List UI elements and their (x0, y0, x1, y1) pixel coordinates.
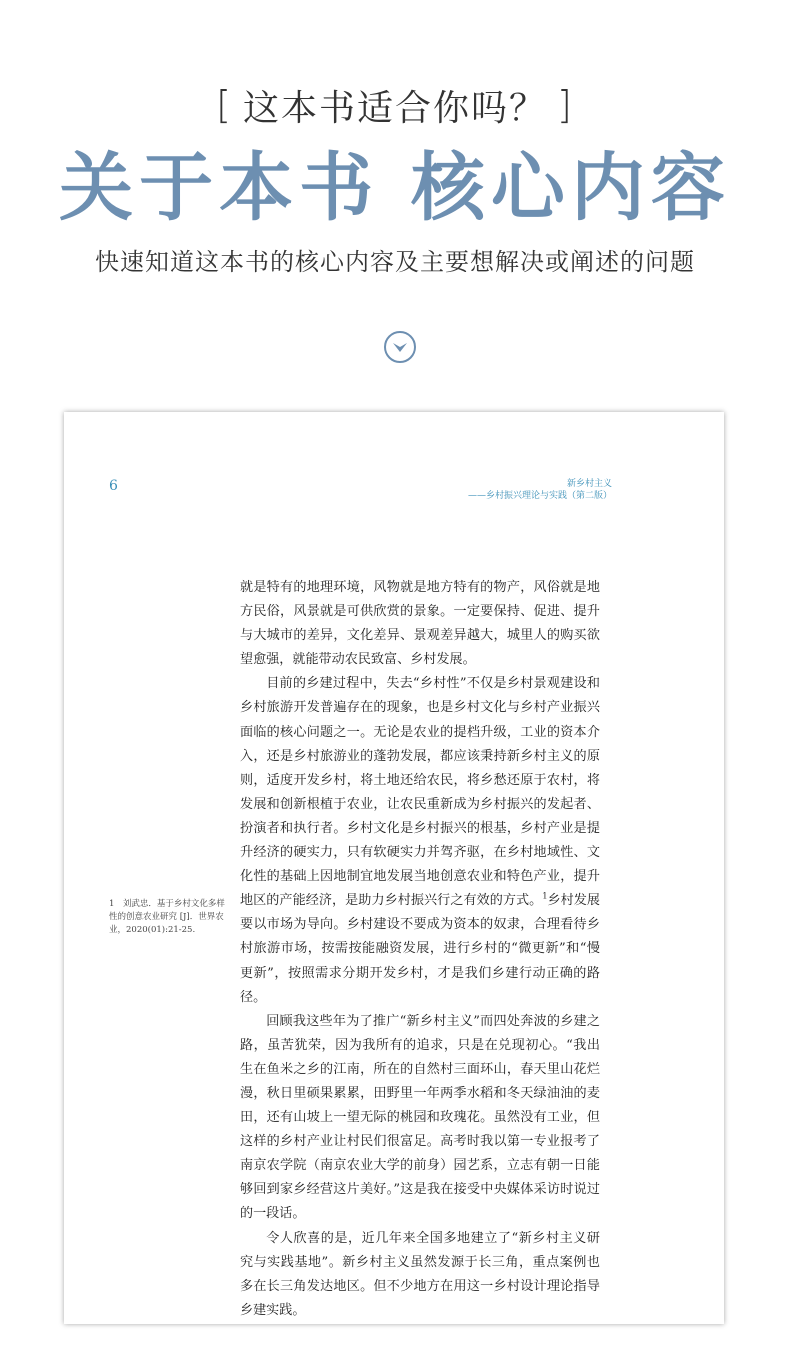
book-page-preview (64, 412, 724, 1324)
paragraph-text: 目前的乡建过程中，失去“乡村性”不仅是乡村景观建设和乡村旅游开发普遍存在的现象，也是乡村文化与乡村产业振兴面临的核心问题之一。无论是农业的提档升级，工业的资本介入，还是乡村旅游业的蓬勃发展，都应该秉持新乡村主义的原则，适度开发乡村，将土地还给农民，将乡愁还原于农村，将发展和创新根植于农业，让农民重新成为乡村振兴的发起者、扮演者和执行者。乡村文化是乡村振兴的根基，乡村产业是提升经济的硬实力，只有软硬实力并驾齐驱，在乡村地域性、文化性的基础上因地制宜地发展当地创意农业和特色产业，提升地区的产能经济，是助力乡村振兴行之有效的方式。 (240, 676, 600, 909)
header-kicker (0, 80, 790, 130)
paragraph: 令人欣喜的是，近几年来全国多地建立了“新乡村主义研究与实践基地”。新乡村主义虽然发源于长三角，重点案例也多在长三角发达地区。但不少地方在用这一乡村设计理论指导乡建实践。 (240, 1230, 600, 1318)
footnote-ref: 1 (542, 891, 548, 901)
page-title: 关于本书 核心内容 (59, 145, 731, 231)
kicker-bracket-close: ] (557, 83, 574, 127)
page-subtitle: 快速知道这本书的核心内容及主要想解决或阐述的问题 (95, 248, 695, 276)
page-number: 6 (109, 478, 118, 494)
running-head-subtitle: —— 乡村振兴理论与实践（第二版） (468, 490, 612, 502)
kicker-bracket-open: [ (216, 83, 233, 127)
running-head-title: 新乡村主义 (566, 479, 612, 489)
body-text (240, 576, 600, 1323)
chevron-down-circle-icon[interactable] (383, 330, 417, 364)
paragraph: 回顾我这些年为了推广“新乡村主义”而四处奔波的乡建之路，虽苦犹荣，因为我所有的追求，只是在兑现初心。“我出生在鱼米之乡的江南，所在的自然村三面环山，春天里山花烂漫，秋日里硕果累累，田野里一年两季水稻和冬天绿油油的麦田，还有山坡上一望无际的桃园和玫瑰花。虽然没有工业，但这样的乡村产业让村民们很富足。高考时我以第一专业报考了南京农学院（南京农业大学的前身）园艺系，立志有朝一日能够回到家乡经营这片美好。”这是我在接受中央媒体采访时说过的一段话。 (240, 1013, 600, 1222)
paragraph: 就是特有的地理环境，风物就是地方特有的物产，风俗就是地方民俗，风景就是可供欣赏的景象。一定要保持、促进、提升与大城市的差异，文化差异、景观差异越大，城里人的购买欲望愈强，就能带动农民致富、乡村发展。 (240, 580, 600, 668)
kicker-text: 这本书适合你吗？ (242, 87, 547, 129)
running-head (468, 478, 612, 502)
paragraph-text: 乡村发展要以市场为导向。乡村建设不要成为资本的奴隶，合理看待乡村旅游市场，按需按能融资发展，进行乡村的“微更新”和“慢更新”，按照需求分期开发乡村，才是我们乡建行动正确的路径。 (240, 893, 601, 1005)
paragraph (240, 672, 600, 1009)
footnote: 1 刘武忠．基于乡村文化多样性的创意农业研究 [J]．世界农业，2020(01):21-25. (109, 899, 225, 935)
